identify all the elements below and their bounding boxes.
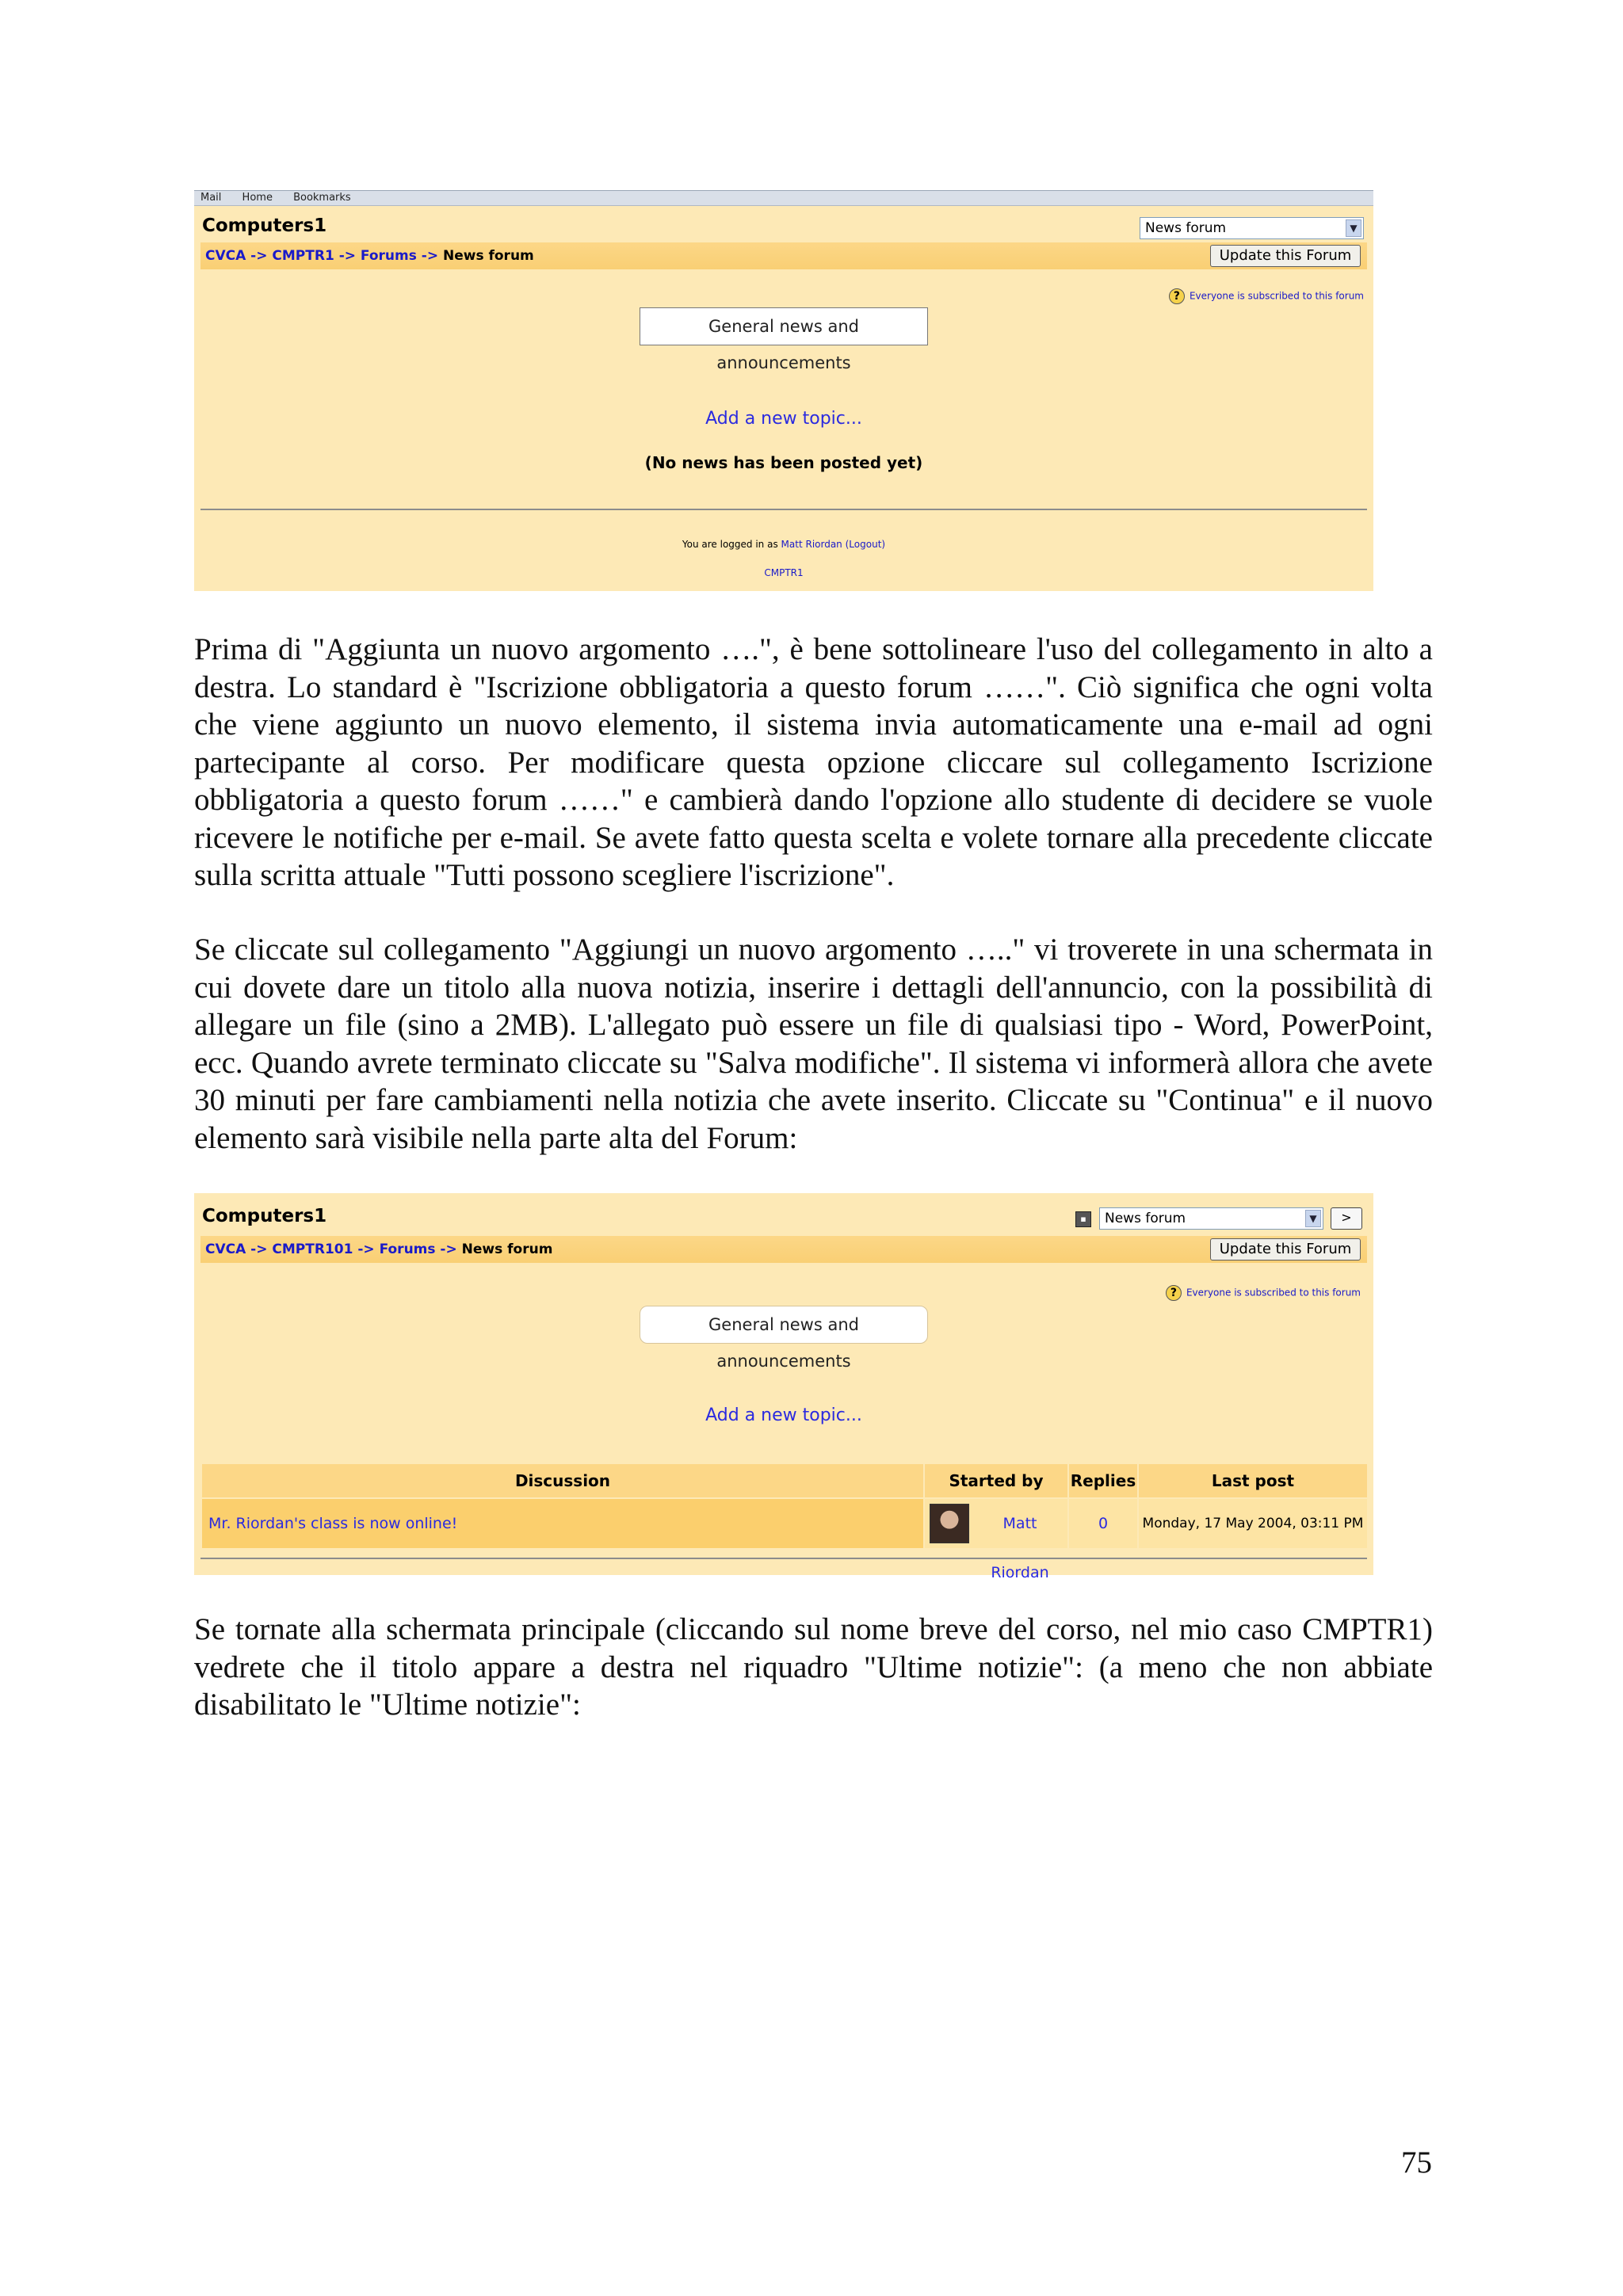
breadcrumb-site-link[interactable]: CVCA	[205, 248, 246, 264]
breadcrumb	[205, 248, 534, 264]
browser-mail-item[interactable]: Mail	[200, 192, 222, 204]
no-news-message: (No news has been posted yet)	[644, 453, 923, 472]
subscription-link[interactable]	[1169, 288, 1364, 304]
paragraph-add-topic: Se cliccate sul collegamento "Aggiungi un nuovo argomento ….." vi troverete in una schermata in cui dovete dare un titolo alla nuova notizia, inserire i dettagli dell'annuncio, con la possibilità di allegare un file (sino a 2MB). L'allegato può essere un file di qualsiasi tipo - Word, PowerPoint, ecc. Quando avrete terminato cliccate su "Salva modifiche". Il sistema vi informerà allora che avete 30 minuti per fare cambiamenti nella notizia che avete inserito. Cliccate su "Continua" e il nuovo elemento sarà visibile nella parte alta del Forum:	[194, 933, 1433, 1155]
breadcrumb-course-link[interactable]: CMPTR1	[272, 248, 334, 264]
course-title: Computers1	[202, 1206, 327, 1226]
breadcrumb-forums-link[interactable]: Forums	[360, 248, 417, 264]
forum-screenshot-with-post	[194, 1193, 1373, 1581]
navigation-bar	[200, 242, 1367, 269]
breadcrumb-current: News forum	[442, 248, 534, 264]
started-by-cell	[925, 1499, 1069, 1581]
help-icon[interactable]: ?	[1166, 1285, 1182, 1301]
table-divider	[200, 1558, 1367, 1559]
breadcrumb-separator: ->	[416, 248, 443, 264]
logout-link[interactable]: (Logout)	[845, 539, 886, 550]
breadcrumb-separator: ->	[334, 248, 361, 264]
forum-screenshot-empty	[194, 192, 1373, 591]
login-info	[194, 539, 1373, 550]
replies-count[interactable]: 0	[1069, 1499, 1139, 1548]
breadcrumb-separator: ->	[353, 1241, 380, 1257]
discussion-topic-link[interactable]: Mr. Riordan's class is now online!	[202, 1499, 925, 1548]
update-forum-button[interactable]: Update this Forum	[1210, 1238, 1361, 1261]
author-link[interactable]: Matt Riordan	[991, 1515, 1049, 1581]
table-header-row	[202, 1464, 1367, 1497]
breadcrumb-separator: ->	[246, 1241, 273, 1257]
user-profile-link[interactable]: Matt Riordan	[781, 539, 842, 550]
breadcrumb	[205, 1241, 552, 1257]
subscription-link[interactable]	[1166, 1285, 1361, 1301]
breadcrumb-course-link[interactable]: CMPTR101	[272, 1241, 353, 1257]
course-title: Computers1	[202, 215, 327, 236]
page-number: 75	[1401, 2145, 1432, 2180]
avatar[interactable]	[930, 1504, 969, 1543]
add-topic-link[interactable]: Add a new topic...	[705, 409, 862, 429]
chevron-down-icon[interactable]: ▼	[1305, 1210, 1321, 1227]
help-icon[interactable]: ?	[1169, 288, 1185, 304]
forum-intro-box: General news and announcements	[640, 1306, 928, 1344]
header-last-post: Last post	[1211, 1471, 1295, 1490]
browser-bookmarks-item[interactable]: Bookmarks	[293, 192, 351, 204]
breadcrumb-separator: ->	[435, 1241, 462, 1257]
add-topic-link[interactable]: Add a new topic...	[705, 1405, 862, 1425]
browser-home-item[interactable]: Home	[242, 192, 273, 204]
paragraph-subscription: Prima di "Aggiunta un nuovo argomento ….", è bene sottolineare l'uso del collegamento in alto a destra. Lo standard è "Iscrizione obbligatoria a questo forum ……". Ciò significa che ogni volta che viene aggiunto un nuovo elemento, il sistema invia automaticamente una e-mail ad ogni partecipante al corso. Per modificare questa opzione cliccare sul collegamento Iscrizione obbligatoria a questo forum ……" e cambierà dando l'opzione allo studente di decidere se vuole ricevere le notifiche per e-mail. Se avete fatto questa scelta e volete tornare alla precedente cliccate sulla scritta attuale "Tutti possono scegliere l'iscrizione".	[194, 632, 1433, 892]
forum-jump-go-button[interactable]: >	[1331, 1207, 1362, 1230]
subscription-text[interactable]: Everyone is subscribed to this forum	[1189, 290, 1364, 302]
subscription-text[interactable]: Everyone is subscribed to this forum	[1186, 1287, 1361, 1299]
login-prefix: You are logged in as	[682, 539, 778, 550]
forum-jump-select[interactable]	[1140, 217, 1364, 239]
breadcrumb-separator: ->	[246, 248, 273, 264]
header-discussion: Discussion	[202, 1464, 925, 1497]
chevron-down-icon[interactable]: ▼	[1346, 219, 1361, 237]
footer-course-link[interactable]: CMPTR1	[764, 567, 804, 578]
header-replies: Replies	[1069, 1464, 1139, 1497]
breadcrumb-site-link[interactable]: CVCA	[205, 1241, 246, 1257]
footer-divider	[200, 509, 1367, 510]
forum-jump-value: News forum	[1145, 220, 1227, 236]
update-forum-button[interactable]: Update this Forum	[1210, 245, 1361, 267]
header-started-by: Started by	[925, 1464, 1069, 1497]
breadcrumb-current: News forum	[461, 1241, 553, 1257]
browser-toolbar-strip	[194, 190, 1373, 206]
navigation-bar	[200, 1236, 1367, 1263]
last-post-date[interactable]: Monday, 17 May 2004, 03:11 PM	[1139, 1499, 1367, 1548]
forum-jump-select[interactable]	[1099, 1207, 1323, 1230]
forum-intro-box: General news and announcements	[640, 307, 928, 345]
forum-jump-value: News forum	[1105, 1211, 1186, 1226]
save-icon[interactable]: ▪	[1075, 1211, 1091, 1227]
table-row	[202, 1499, 1367, 1581]
paragraph-latest-news: Se tornate alla schermata principale (cliccando sul nome breve del corso, nel mio caso CMPTR1) vedrete che il titolo appare a destra nel riquadro "Ultime notizie": (a meno che non abbiate disabilitato le "Ultime notizie":	[194, 1612, 1433, 1722]
breadcrumb-forums-link[interactable]: Forums	[379, 1241, 436, 1257]
